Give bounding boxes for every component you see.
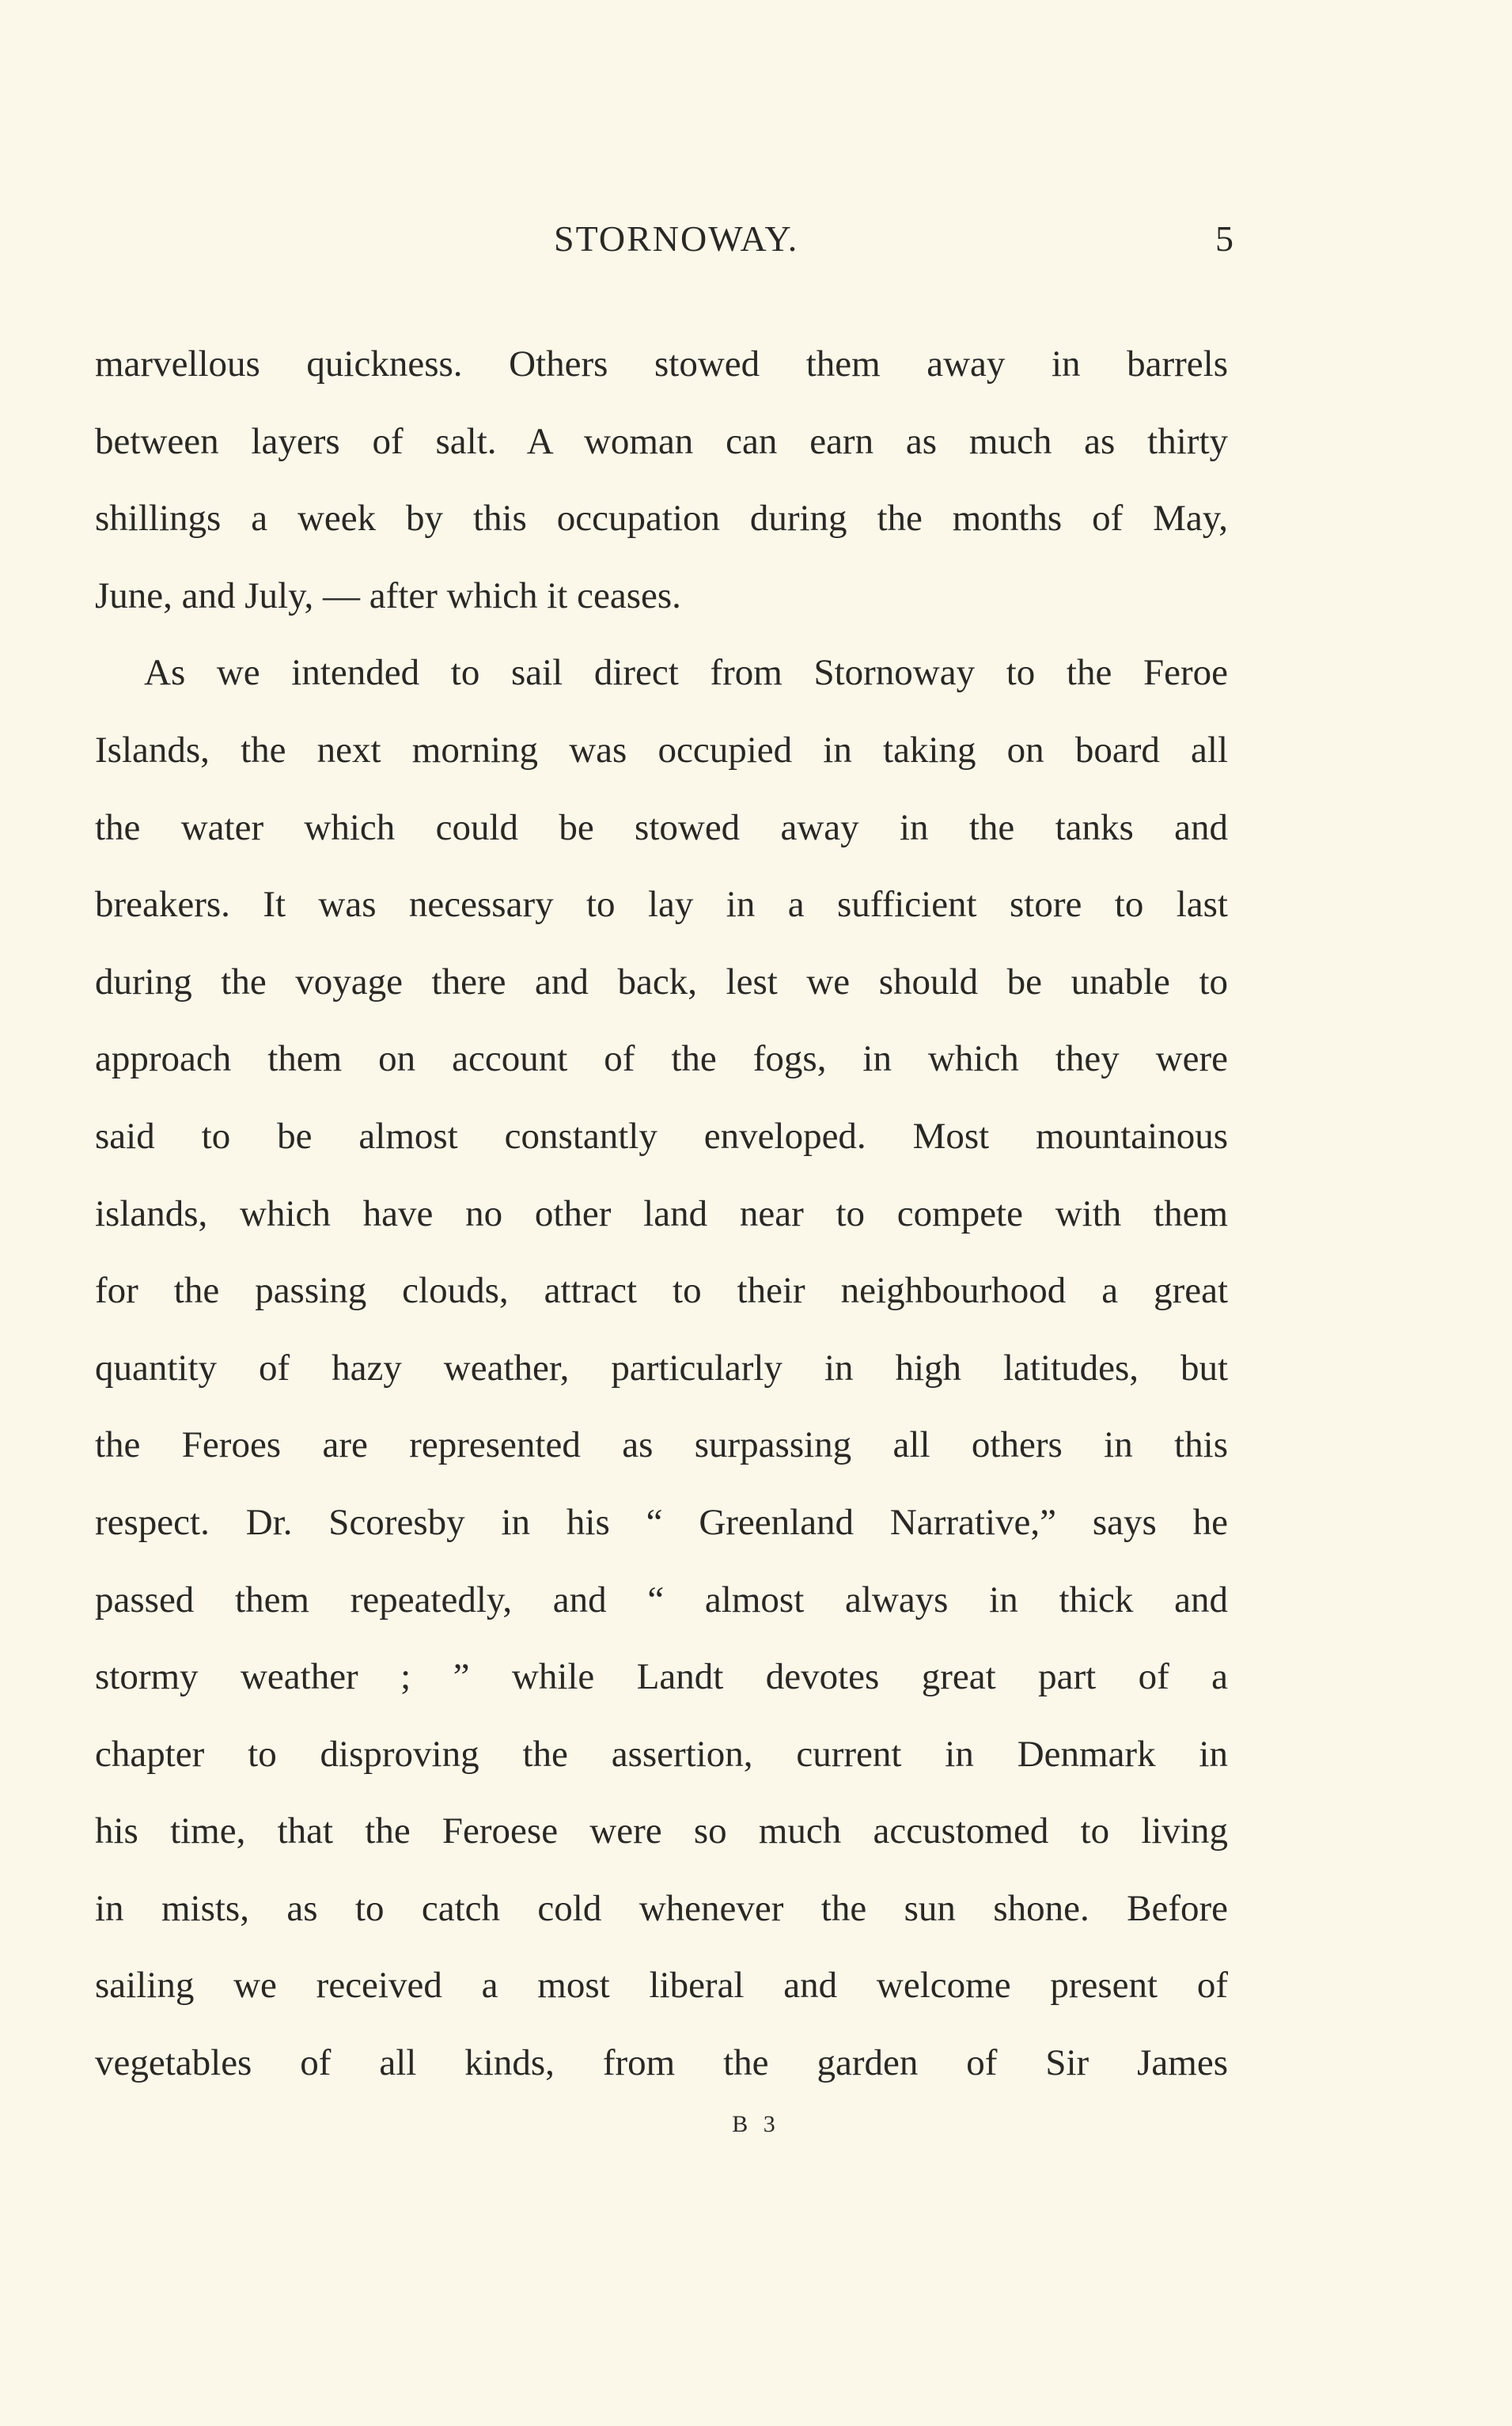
text-line: respect. Dr. Scoresby in his “ Greenland Narrative,” says he (95, 1501, 1228, 1543)
text-line: June, and July, — after which it ceases. (95, 574, 681, 616)
text-line: chapter to disproving the assertion, current in Denmark in (95, 1733, 1228, 1775)
text-line: stormy weather ; ” while Landt devotes great part of a (95, 1656, 1228, 1698)
text-line: his time, that the Feroese were so much accustomed to living (95, 1810, 1228, 1852)
text-line: passed them repeatedly, and “ almost always in thick and (95, 1579, 1228, 1620)
page-number: 5 (1215, 218, 1233, 259)
text-line: the water which could be stowed away in the tanks and (95, 806, 1228, 848)
text-line: approach them on account of the fogs, in which they were (95, 1038, 1228, 1080)
text-line: breakers. It was necessary to lay in a sufficient store to last (95, 884, 1228, 926)
body-text (95, 326, 1228, 2102)
text-line: sailing we received a most liberal and welcome present of (95, 1965, 1228, 2007)
text-line: for the passing clouds, attract to their neighbourhood a great (95, 1270, 1228, 1312)
text-line: islands, which have no other land near to compete with them (95, 1192, 1228, 1234)
text-line: said to be almost constantly enveloped. Most mountainous (95, 1115, 1228, 1157)
text-line: in mists, as to catch cold whenever the sun shone. Before (95, 1887, 1228, 1929)
text-line: marvellous quickness. Others stowed them away in barrels (95, 343, 1228, 385)
text-line: during the voyage there and back, lest we should be unable to (95, 961, 1228, 1003)
text-line: the Feroes are represented as surpassing all others in this (95, 1424, 1228, 1466)
text-line: shillings a week by this occupation during the months of May, (95, 498, 1228, 540)
signature-mark: B 3 (732, 2111, 780, 2137)
text-line: between layers of salt. A woman can earn as much as thirty (95, 420, 1228, 462)
paragraph-first-line: As we intended to sail direct from Stornoway to the Feroe (144, 652, 1228, 694)
text-line: quantity of hazy weather, particularly in high latitudes, but (95, 1347, 1228, 1389)
text-line: Islands, the next morning was occupied in taking on board all (95, 729, 1228, 771)
text-line: vegetables of all kinds, from the garden of Sir James (95, 2042, 1228, 2084)
page-header (0, 207, 1512, 271)
running-head: STORNOWAY. (554, 218, 799, 259)
